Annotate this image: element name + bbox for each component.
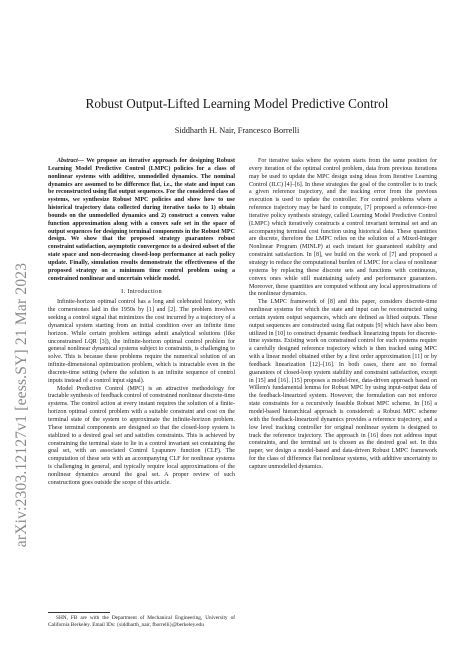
arxiv-identifier-text: arXiv:2303.12127v1 [eess.SY] 21 Mar 2023: [13, 262, 30, 548]
body-paragraph: Model Predictive Control (MPC) is an attractive methodology for tractable synthesis of feedback control of constrained nonlinear discrete-time systems. The control action at every instant requires the solution of a finite-horizon optimal control problem with a suitable constraint and cost on the terminal state of the system to approximate the infinite-horizon problem. These terminal components are designed so that the closed-loop system is stablized to a desired goal set and satisfies constraints. This is achieved by constraining the terminal state to lie in a control invariant set containing the goal set, with an associated Control Lyapunov function (CLF). The computation of these sets with an accompanying CLF for nonlinear systems is challenging in general, and typically require local approximations of the nonlinear dynamics around the goal set. A proper review of such constructions goes outside the scope of this article.: [48, 385, 235, 486]
footnote-text: SHN, FB are with the Department of Mechanical Engineering, University of California Berkeley. Email IDs: {siddharth_nair, fborrelli}@berkeley.edu: [48, 615, 235, 628]
arxiv-identifier-stamp[interactable]: [8, 170, 36, 640]
footnote: [48, 615, 235, 628]
section-heading-introduction: I. Introduction: [121, 287, 162, 295]
abstract-text: — We propose an iterative approach for designing Robust Learning Model Predictive Control (LMPC) policies for a class of nonlinear systems with additive, unmodelled dynamics. The nominal dynamics are assumed to be difference flat, i.e., the state and input can be reconstructed using flat output sequences. For the considered class of systems, we synthesize Robust MPC policies and show how to use historical trajectory data collected during iterative tasks to 1) obtain bounds on the unmodelled dynamics and 2) construct a convex value function approximation along with a convex safe set in the space of output sequences for designing terminal components in the Robust MPC design. We show that the proposed strategy guarantees robust constraint satisfaction, asymptotic convergence to a desired subset of the state space and non-decreasing closed-loop performance at each policy update. Finally, simulation results demonstrate the effectiveness of the proposed strategy on a minimum time control problem using a constrained nonlinear and uncertain vehicle model.: [48, 158, 235, 282]
left-column: [48, 158, 235, 488]
footnote-divider: [48, 612, 110, 613]
abstract-lead: Abstract: [57, 158, 78, 164]
body-paragraph: For iterative tasks where the system starts from the same position for every iteration of the optimal control problem, data from previous iterations may be used to update the MPC design using ideas from Iterative Learning Control (ILC) [4]–[6]. In these strategies the goal of the controller is to track a given reference trajectory, and the tracking error from the previous execution is used to update the controller. For control problems where a reference trajectory may be hard to compute, [7] proposed a reference-free iterative policy synthesis strategy, called Learning Model Predictive Control (LMPC) which iteratively constructs a control invariant terminal set and an accompanying terminal cost function using historical data. These quantities are discrete, therefore the LMPC relies on the solution of a Mixed-Integer Nonlinear Program (MINLP) at each instant for guaranteed stability and constraint satisfaction. In [8], we build on the work of [7] and proposed a strategy to reduce the computational burden of LMPC for a class of nonlinear systems by replacing these discrete sets and functions with continuous, convex ones while still maintaining safety and performance guarantees. Moreover, these quantities are computed without any local approximations of the nonlinear dynamics.: [249, 158, 437, 298]
right-column: [249, 158, 437, 472]
abstract: [48, 158, 235, 284]
body-paragraph: Infinite-horizon optimal control has a long and celebrated history, with the cornerstones laid in the 1950s by [1] and [2]. The problem involves seeking a control signal that minimizes the cost incurred by a trajectory of a dynamical system starting from an initial condition over an infinite time horizon. While certain problem settings admit analytical solutions (like unconstrained LQR [3]), the infinite-horizon optimal control problem for general nonlinear dynamical systems subject to constraints, is challenging to solve. This is because these problems require the numerical solution of an infinite-dimensional optimization problem, which is intractable even in the discrete-time setting (where the solution is an infinite sequence of control inputs instead of a control input signal).: [48, 299, 235, 384]
paper-authors: Siddharth H. Nair, Francesco Borrelli: [174, 126, 300, 135]
paper-title: Robust Output-Lifted Learning Model Predictive Control: [85, 96, 389, 111]
body-paragraph: The LMPC framework of [8] and this paper, considers discrete-time nonlinear systems for which the state and input can be reconstructed using certain system output sequences, which are defined as lifted outputs. These output sequences are constructed using flat outputs [9] which have also been utilized in [10] to construct dynamic feedback linearizing inputs for discrete-time systems. Existing work on constrained control for such systems require a carefully designed reference trajectory which is then tracked using MPC with a linear model obtained either by a first order approximation [11] or by feedback linearization [12]–[16]. In both cases, there are no formal guarantees of closed-loop system stability and constraint satisfaction, except in [15] and [16]. [15] proposes a model-free, data-driven approach based on Willem's fundamental lemma for Robust MPC by using input-output data of the feedback-linearized system. However, the formulation can not enforce state constraints for a recursively feasible Robust MPC scheme. In [16] a model-based hierarchical approach is considered: a Robust MPC scheme with the feedback-linearized dynamics provides a reference trajectory, and a low level tracking controller for original nonlinear system is designed to track the reference trajectory. The approach in [16] does not address input constraints, and the terminal set is chosen as the desired goal set. In this paper, we design a model-based and data-driven Robust LMPC framework for the class of difference flat nonlinear systems, with additive uncertainty to capture unmodelled dynamics.: [249, 299, 437, 470]
